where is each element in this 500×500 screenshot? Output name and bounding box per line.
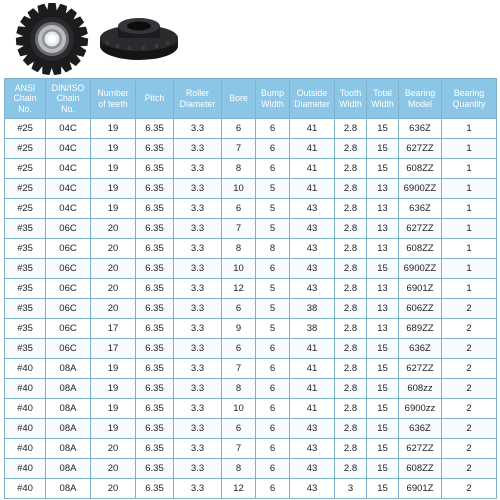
cell-bump-width: 6 bbox=[256, 459, 290, 479]
cell-ansi-chain-no: #35 bbox=[5, 239, 46, 259]
cell-bump-width: 5 bbox=[256, 279, 290, 299]
cell-tooth-width: 2.8 bbox=[335, 299, 367, 319]
cell-tooth-width: 2.8 bbox=[335, 259, 367, 279]
column-header-bearing-model bbox=[399, 79, 442, 119]
cell-ansi-chain-no: #25 bbox=[5, 159, 46, 179]
column-header-tooth-width bbox=[335, 79, 367, 119]
table-row bbox=[5, 379, 497, 399]
column-header-line: Model bbox=[408, 98, 432, 109]
cell-pitch: 6.35 bbox=[136, 279, 174, 299]
cell-bearing-model: 627ZZ bbox=[399, 359, 442, 379]
cell-bearing-quantity: 1 bbox=[442, 279, 497, 299]
table-row bbox=[5, 479, 497, 499]
cell-number-of-teeth: 20 bbox=[91, 239, 136, 259]
cell-roller-diameter: 3.3 bbox=[174, 199, 222, 219]
column-header-line: Outside bbox=[296, 88, 328, 98]
column-header-number-of-teeth bbox=[91, 79, 136, 119]
cell-bearing-quantity: 2 bbox=[442, 319, 497, 339]
cell-din-iso-chain-no: 06C bbox=[46, 239, 91, 259]
cell-din-iso-chain-no: 08A bbox=[46, 479, 91, 499]
cell-pitch: 6.35 bbox=[136, 439, 174, 459]
cell-outside-diameter: 43 bbox=[290, 239, 335, 259]
cell-bump-width: 6 bbox=[256, 419, 290, 439]
header-row bbox=[5, 79, 497, 119]
cell-bearing-quantity: 1 bbox=[442, 219, 497, 239]
column-header-din-iso-chain-no bbox=[46, 79, 91, 119]
cell-roller-diameter: 3.3 bbox=[174, 179, 222, 199]
cell-outside-diameter: 43 bbox=[290, 479, 335, 499]
cell-pitch: 6.35 bbox=[136, 359, 174, 379]
table-row bbox=[5, 139, 497, 159]
table-row bbox=[5, 259, 497, 279]
cell-total-width: 15 bbox=[367, 379, 399, 399]
cell-bearing-quantity: 2 bbox=[442, 359, 497, 379]
cell-outside-diameter: 41 bbox=[290, 339, 335, 359]
cell-total-width: 13 bbox=[367, 299, 399, 319]
cell-number-of-teeth: 19 bbox=[91, 199, 136, 219]
cell-bearing-model: 6900zz bbox=[399, 399, 442, 419]
cell-bearing-quantity: 2 bbox=[442, 459, 497, 479]
cell-bore: 8 bbox=[222, 159, 256, 179]
cell-number-of-teeth: 19 bbox=[91, 359, 136, 379]
cell-tooth-width: 2.8 bbox=[335, 399, 367, 419]
cell-tooth-width: 2.8 bbox=[335, 139, 367, 159]
cell-total-width: 13 bbox=[367, 179, 399, 199]
cell-total-width: 13 bbox=[367, 319, 399, 339]
cell-ansi-chain-no: #35 bbox=[5, 259, 46, 279]
cell-din-iso-chain-no: 04C bbox=[46, 199, 91, 219]
table-row bbox=[5, 239, 497, 259]
cell-outside-diameter: 43 bbox=[290, 459, 335, 479]
cell-bearing-model: 608ZZ bbox=[399, 239, 442, 259]
cell-bore: 8 bbox=[222, 379, 256, 399]
cell-din-iso-chain-no: 08A bbox=[46, 459, 91, 479]
cell-number-of-teeth: 17 bbox=[91, 319, 136, 339]
specification-table bbox=[4, 78, 497, 499]
cell-bearing-model: 636Z bbox=[399, 119, 442, 139]
cell-number-of-teeth: 20 bbox=[91, 219, 136, 239]
cell-roller-diameter: 3.3 bbox=[174, 279, 222, 299]
cell-bearing-model: 636Z bbox=[399, 339, 442, 359]
cell-number-of-teeth: 20 bbox=[91, 479, 136, 499]
cell-bump-width: 6 bbox=[256, 339, 290, 359]
cell-roller-diameter: 3.3 bbox=[174, 459, 222, 479]
cell-bore: 10 bbox=[222, 259, 256, 279]
table-row bbox=[5, 279, 497, 299]
cell-total-width: 15 bbox=[367, 359, 399, 379]
cell-ansi-chain-no: #40 bbox=[5, 439, 46, 459]
cell-outside-diameter: 41 bbox=[290, 379, 335, 399]
cell-total-width: 15 bbox=[367, 159, 399, 179]
cell-ansi-chain-no: #40 bbox=[5, 479, 46, 499]
cell-total-width: 13 bbox=[367, 239, 399, 259]
cell-total-width: 15 bbox=[367, 259, 399, 279]
cell-outside-diameter: 41 bbox=[290, 359, 335, 379]
cell-bearing-quantity: 2 bbox=[442, 299, 497, 319]
cell-bearing-model: 636Z bbox=[399, 419, 442, 439]
cell-ansi-chain-no: #25 bbox=[5, 119, 46, 139]
cell-bump-width: 6 bbox=[256, 119, 290, 139]
cell-bore: 8 bbox=[222, 239, 256, 259]
column-header-line: No. bbox=[18, 103, 32, 114]
column-header-line: Bore bbox=[229, 93, 248, 104]
column-header-bore bbox=[222, 79, 256, 119]
cell-tooth-width: 2.8 bbox=[335, 339, 367, 359]
column-header-line: No. bbox=[61, 103, 75, 114]
cell-bearing-quantity: 2 bbox=[442, 339, 497, 359]
cell-pitch: 6.35 bbox=[136, 419, 174, 439]
cell-din-iso-chain-no: 06C bbox=[46, 299, 91, 319]
table-row bbox=[5, 159, 497, 179]
cell-bump-width: 5 bbox=[256, 219, 290, 239]
cell-ansi-chain-no: #40 bbox=[5, 399, 46, 419]
cell-din-iso-chain-no: 08A bbox=[46, 399, 91, 419]
cell-bore: 7 bbox=[222, 359, 256, 379]
table-row bbox=[5, 179, 497, 199]
cell-bearing-quantity: 1 bbox=[442, 139, 497, 159]
cell-roller-diameter: 3.3 bbox=[174, 359, 222, 379]
cell-pitch: 6.35 bbox=[136, 119, 174, 139]
cell-bearing-model: 689ZZ bbox=[399, 319, 442, 339]
column-header-line: Bearing bbox=[404, 88, 436, 98]
cell-bump-width: 5 bbox=[256, 319, 290, 339]
cell-roller-diameter: 3.3 bbox=[174, 259, 222, 279]
table-row bbox=[5, 399, 497, 419]
cell-tooth-width: 2.8 bbox=[335, 319, 367, 339]
cell-bore: 7 bbox=[222, 439, 256, 459]
column-header-line: Pitch bbox=[144, 93, 165, 104]
table-row bbox=[5, 119, 497, 139]
column-header-line: Total bbox=[373, 88, 392, 98]
cell-number-of-teeth: 19 bbox=[91, 399, 136, 419]
cell-number-of-teeth: 19 bbox=[91, 379, 136, 399]
cell-number-of-teeth: 19 bbox=[91, 139, 136, 159]
column-header-line: Chain bbox=[13, 93, 37, 104]
cell-bearing-quantity: 1 bbox=[442, 119, 497, 139]
column-header-line: ANSI bbox=[14, 82, 36, 93]
cell-bearing-model: 608zz bbox=[399, 379, 442, 399]
cell-roller-diameter: 3.3 bbox=[174, 479, 222, 499]
cell-bump-width: 6 bbox=[256, 359, 290, 379]
cell-bearing-model: 627ZZ bbox=[399, 219, 442, 239]
table-row bbox=[5, 459, 497, 479]
cell-tooth-width: 2.8 bbox=[335, 459, 367, 479]
cell-bore: 6 bbox=[222, 419, 256, 439]
cell-roller-diameter: 3.3 bbox=[174, 439, 222, 459]
cell-bump-width: 5 bbox=[256, 299, 290, 319]
cell-roller-diameter: 3.3 bbox=[174, 159, 222, 179]
cell-tooth-width: 2.8 bbox=[335, 159, 367, 179]
cell-bore: 7 bbox=[222, 139, 256, 159]
cell-tooth-width: 2.8 bbox=[335, 239, 367, 259]
table-row bbox=[5, 419, 497, 439]
column-header-line: of teeth bbox=[98, 98, 128, 109]
cell-number-of-teeth: 20 bbox=[91, 299, 136, 319]
cell-number-of-teeth: 19 bbox=[91, 119, 136, 139]
cell-number-of-teeth: 20 bbox=[91, 439, 136, 459]
cell-pitch: 6.35 bbox=[136, 299, 174, 319]
cell-din-iso-chain-no: 04C bbox=[46, 179, 91, 199]
cell-total-width: 15 bbox=[367, 339, 399, 359]
cell-pitch: 6.35 bbox=[136, 219, 174, 239]
cell-bearing-quantity: 1 bbox=[442, 239, 497, 259]
cell-tooth-width: 2.8 bbox=[335, 419, 367, 439]
cell-outside-diameter: 41 bbox=[290, 399, 335, 419]
cell-total-width: 15 bbox=[367, 479, 399, 499]
cell-bearing-quantity: 2 bbox=[442, 379, 497, 399]
cell-roller-diameter: 3.3 bbox=[174, 379, 222, 399]
cell-number-of-teeth: 19 bbox=[91, 159, 136, 179]
cell-ansi-chain-no: #40 bbox=[5, 359, 46, 379]
cell-bearing-model: 627ZZ bbox=[399, 139, 442, 159]
cell-bore: 6 bbox=[222, 339, 256, 359]
cell-bump-width: 6 bbox=[256, 379, 290, 399]
cell-total-width: 15 bbox=[367, 459, 399, 479]
column-header-bearing-quantity bbox=[442, 79, 497, 119]
column-header-bump-width bbox=[256, 79, 290, 119]
cell-bump-width: 6 bbox=[256, 159, 290, 179]
cell-tooth-width: 2.8 bbox=[335, 359, 367, 379]
cell-outside-diameter: 43 bbox=[290, 439, 335, 459]
cell-outside-diameter: 38 bbox=[290, 299, 335, 319]
cell-ansi-chain-no: #40 bbox=[5, 419, 46, 439]
table-row bbox=[5, 299, 497, 319]
cell-bearing-quantity: 2 bbox=[442, 399, 497, 419]
cell-outside-diameter: 43 bbox=[290, 419, 335, 439]
table-body bbox=[5, 119, 497, 499]
column-header-line: Number bbox=[97, 88, 129, 98]
column-header-line: Chain bbox=[56, 93, 80, 104]
cell-number-of-teeth: 17 bbox=[91, 339, 136, 359]
cell-tooth-width: 2.8 bbox=[335, 179, 367, 199]
table-row bbox=[5, 339, 497, 359]
column-header-line: Width bbox=[261, 98, 284, 109]
column-header-outside-diameter bbox=[290, 79, 335, 119]
cell-roller-diameter: 3.3 bbox=[174, 299, 222, 319]
cell-pitch: 6.35 bbox=[136, 199, 174, 219]
cell-bump-width: 6 bbox=[256, 399, 290, 419]
column-header-line: Bearing bbox=[453, 88, 485, 98]
cell-din-iso-chain-no: 06C bbox=[46, 219, 91, 239]
cell-roller-diameter: 3.3 bbox=[174, 399, 222, 419]
column-header-line: Diameter bbox=[179, 98, 216, 109]
cell-bearing-model: 6901Z bbox=[399, 479, 442, 499]
cell-din-iso-chain-no: 08A bbox=[46, 359, 91, 379]
cell-total-width: 13 bbox=[367, 219, 399, 239]
cell-total-width: 15 bbox=[367, 399, 399, 419]
column-header-roller-diameter bbox=[174, 79, 222, 119]
product-photos bbox=[0, 0, 500, 76]
cell-tooth-width: 2.8 bbox=[335, 119, 367, 139]
cell-bearing-quantity: 1 bbox=[442, 159, 497, 179]
cell-bearing-quantity: 1 bbox=[442, 259, 497, 279]
cell-tooth-width: 2.8 bbox=[335, 199, 367, 219]
cell-ansi-chain-no: #25 bbox=[5, 139, 46, 159]
cell-bump-width: 6 bbox=[256, 479, 290, 499]
cell-bore: 10 bbox=[222, 179, 256, 199]
sprocket-side-view-icon bbox=[98, 16, 180, 64]
cell-bump-width: 6 bbox=[256, 259, 290, 279]
column-header-total-width bbox=[367, 79, 399, 119]
cell-outside-diameter: 41 bbox=[290, 159, 335, 179]
cell-bump-width: 6 bbox=[256, 139, 290, 159]
cell-bearing-model: 608ZZ bbox=[399, 459, 442, 479]
column-header-pitch bbox=[136, 79, 174, 119]
cell-bore: 6 bbox=[222, 119, 256, 139]
cell-bore: 10 bbox=[222, 399, 256, 419]
cell-bore: 7 bbox=[222, 219, 256, 239]
cell-number-of-teeth: 20 bbox=[91, 259, 136, 279]
cell-pitch: 6.35 bbox=[136, 239, 174, 259]
cell-bearing-model: 6901Z bbox=[399, 279, 442, 299]
cell-roller-diameter: 3.3 bbox=[174, 119, 222, 139]
cell-din-iso-chain-no: 04C bbox=[46, 139, 91, 159]
cell-pitch: 6.35 bbox=[136, 179, 174, 199]
table-row bbox=[5, 319, 497, 339]
cell-outside-diameter: 41 bbox=[290, 119, 335, 139]
cell-din-iso-chain-no: 04C bbox=[46, 159, 91, 179]
cell-ansi-chain-no: #35 bbox=[5, 219, 46, 239]
cell-outside-diameter: 43 bbox=[290, 259, 335, 279]
table-row bbox=[5, 359, 497, 379]
cell-bore: 12 bbox=[222, 279, 256, 299]
table-row bbox=[5, 219, 497, 239]
cell-tooth-width: 2.8 bbox=[335, 439, 367, 459]
cell-ansi-chain-no: #35 bbox=[5, 319, 46, 339]
cell-tooth-width: 2.8 bbox=[335, 219, 367, 239]
cell-bearing-model: 606ZZ bbox=[399, 299, 442, 319]
cell-outside-diameter: 43 bbox=[290, 199, 335, 219]
cell-bearing-model: 6900ZZ bbox=[399, 259, 442, 279]
cell-bore: 8 bbox=[222, 459, 256, 479]
column-header-line: DIN/ISO bbox=[51, 82, 85, 93]
cell-pitch: 6.35 bbox=[136, 459, 174, 479]
column-header-ansi-chain-no bbox=[5, 79, 46, 119]
column-header-line: Tooth bbox=[339, 88, 362, 98]
cell-tooth-width: 2.8 bbox=[335, 279, 367, 299]
cell-bore: 6 bbox=[222, 299, 256, 319]
cell-roller-diameter: 3.3 bbox=[174, 419, 222, 439]
cell-number-of-teeth: 19 bbox=[91, 419, 136, 439]
cell-din-iso-chain-no: 08A bbox=[46, 419, 91, 439]
cell-bearing-quantity: 2 bbox=[442, 479, 497, 499]
cell-pitch: 6.35 bbox=[136, 259, 174, 279]
cell-ansi-chain-no: #35 bbox=[5, 279, 46, 299]
cell-bearing-model: 608ZZ bbox=[399, 159, 442, 179]
column-header-line: Width bbox=[339, 98, 362, 109]
column-header-line: Bump bbox=[261, 88, 284, 98]
cell-bore: 12 bbox=[222, 479, 256, 499]
cell-bearing-quantity: 2 bbox=[442, 439, 497, 459]
cell-pitch: 6.35 bbox=[136, 339, 174, 359]
cell-din-iso-chain-no: 08A bbox=[46, 379, 91, 399]
cell-outside-diameter: 38 bbox=[290, 319, 335, 339]
cell-bore: 9 bbox=[222, 319, 256, 339]
cell-roller-diameter: 3.3 bbox=[174, 239, 222, 259]
cell-bearing-model: 6900ZZ bbox=[399, 179, 442, 199]
cell-pitch: 6.35 bbox=[136, 319, 174, 339]
cell-ansi-chain-no: #35 bbox=[5, 339, 46, 359]
cell-roller-diameter: 3.3 bbox=[174, 319, 222, 339]
column-header-line: Roller bbox=[186, 88, 209, 98]
cell-outside-diameter: 41 bbox=[290, 139, 335, 159]
cell-bump-width: 5 bbox=[256, 179, 290, 199]
cell-bump-width: 6 bbox=[256, 439, 290, 459]
cell-ansi-chain-no: #25 bbox=[5, 179, 46, 199]
cell-ansi-chain-no: #40 bbox=[5, 379, 46, 399]
cell-din-iso-chain-no: 06C bbox=[46, 259, 91, 279]
cell-total-width: 15 bbox=[367, 119, 399, 139]
cell-bearing-model: 627ZZ bbox=[399, 439, 442, 459]
cell-ansi-chain-no: #40 bbox=[5, 459, 46, 479]
cell-din-iso-chain-no: 06C bbox=[46, 339, 91, 359]
cell-total-width: 15 bbox=[367, 419, 399, 439]
cell-ansi-chain-no: #35 bbox=[5, 299, 46, 319]
cell-din-iso-chain-no: 04C bbox=[46, 119, 91, 139]
cell-pitch: 6.35 bbox=[136, 479, 174, 499]
cell-din-iso-chain-no: 06C bbox=[46, 279, 91, 299]
cell-number-of-teeth: 20 bbox=[91, 279, 136, 299]
cell-bearing-quantity: 2 bbox=[442, 419, 497, 439]
cell-bearing-quantity: 1 bbox=[442, 199, 497, 219]
cell-outside-diameter: 41 bbox=[290, 179, 335, 199]
cell-number-of-teeth: 19 bbox=[91, 179, 136, 199]
cell-outside-diameter: 43 bbox=[290, 219, 335, 239]
sprocket-with-bearing-icon bbox=[14, 2, 90, 76]
cell-bump-width: 8 bbox=[256, 239, 290, 259]
cell-roller-diameter: 3.3 bbox=[174, 139, 222, 159]
cell-bearing-model: 636Z bbox=[399, 199, 442, 219]
cell-outside-diameter: 43 bbox=[290, 279, 335, 299]
cell-number-of-teeth: 20 bbox=[91, 459, 136, 479]
cell-bore: 6 bbox=[222, 199, 256, 219]
cell-total-width: 15 bbox=[367, 439, 399, 459]
column-header-line: Diameter bbox=[294, 98, 330, 109]
cell-pitch: 6.35 bbox=[136, 399, 174, 419]
cell-roller-diameter: 3.3 bbox=[174, 339, 222, 359]
cell-ansi-chain-no: #25 bbox=[5, 199, 46, 219]
cell-bearing-quantity: 1 bbox=[442, 179, 497, 199]
cell-din-iso-chain-no: 08A bbox=[46, 439, 91, 459]
cell-roller-diameter: 3.3 bbox=[174, 219, 222, 239]
cell-total-width: 13 bbox=[367, 279, 399, 299]
cell-pitch: 6.35 bbox=[136, 159, 174, 179]
cell-total-width: 15 bbox=[367, 139, 399, 159]
cell-din-iso-chain-no: 06C bbox=[46, 319, 91, 339]
cell-total-width: 13 bbox=[367, 199, 399, 219]
column-header-line: Width bbox=[371, 98, 394, 109]
cell-tooth-width: 2.8 bbox=[335, 379, 367, 399]
table-row bbox=[5, 439, 497, 459]
table-row bbox=[5, 199, 497, 219]
cell-tooth-width: 3 bbox=[335, 479, 367, 499]
column-header-line: Quantity bbox=[452, 98, 486, 109]
cell-pitch: 6.35 bbox=[136, 139, 174, 159]
cell-bump-width: 5 bbox=[256, 199, 290, 219]
cell-pitch: 6.35 bbox=[136, 379, 174, 399]
